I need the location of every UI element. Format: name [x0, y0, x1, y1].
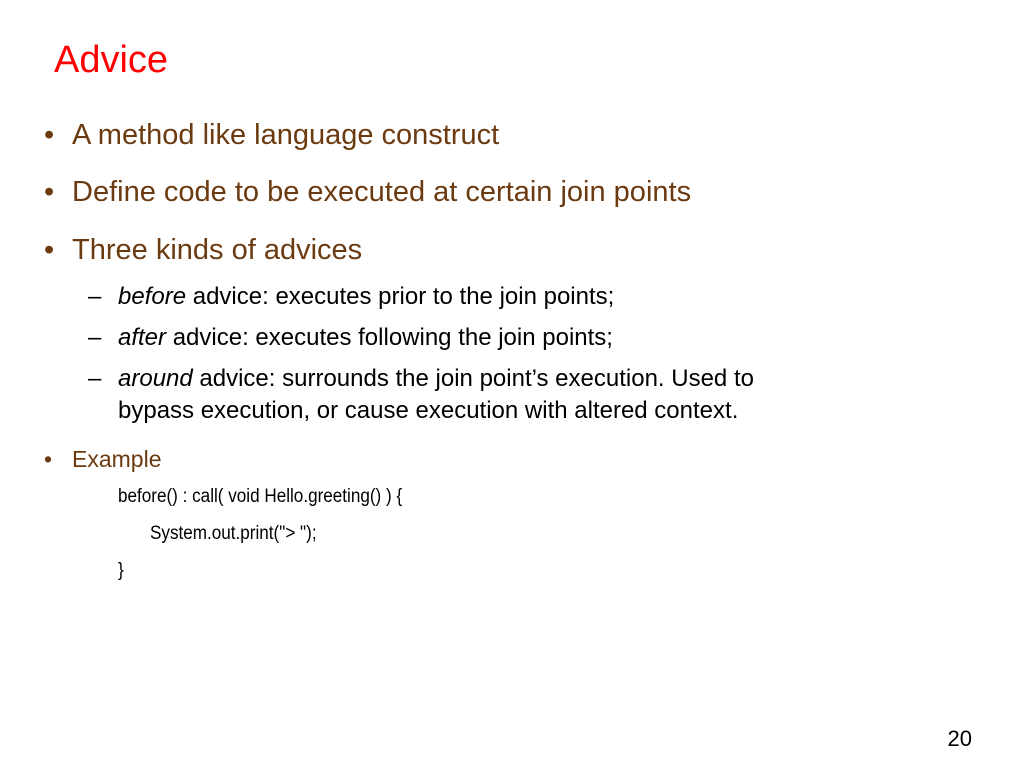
sub-bullet-text [118, 322, 613, 353]
page-number: 20 [947, 726, 972, 751]
code-line: before() : call( void Hello.greeting() ) { [118, 486, 403, 507]
dash-icon: – [88, 365, 102, 392]
dash-icon: – [88, 324, 102, 351]
sub-bullet-text [118, 281, 614, 312]
bullet-text: A method like language construct [72, 119, 500, 151]
bullet-dot-icon: • [44, 119, 55, 151]
sub-bullet-continuation-text: bypass execution, or cause execution with altered context. [118, 397, 739, 424]
advice-description: advice: executes following the join points; [166, 324, 613, 351]
dash-icon: – [88, 283, 102, 310]
bullet-text: Three kinds of advices [72, 234, 363, 266]
bullet-dot-icon: • [44, 176, 55, 208]
advice-description: advice: surrounds the join point’s execution. Used to [192, 365, 754, 392]
code-line: } [118, 560, 124, 581]
sub-bullet-text [118, 363, 754, 394]
bullet-dot-icon: • [44, 234, 55, 266]
advice-keyword: around [118, 365, 193, 392]
bullet-dot-icon: • [44, 446, 53, 472]
advice-keyword: before [118, 283, 187, 310]
slide-title: Advice [54, 39, 169, 81]
code-line: System.out.print("> "); [150, 523, 317, 544]
example-label: Example [72, 446, 162, 472]
advice-keyword: after [118, 324, 167, 351]
bullet-text: Define code to be executed at certain join points [72, 176, 692, 208]
advice-description: advice: executes prior to the join points; [186, 283, 615, 310]
